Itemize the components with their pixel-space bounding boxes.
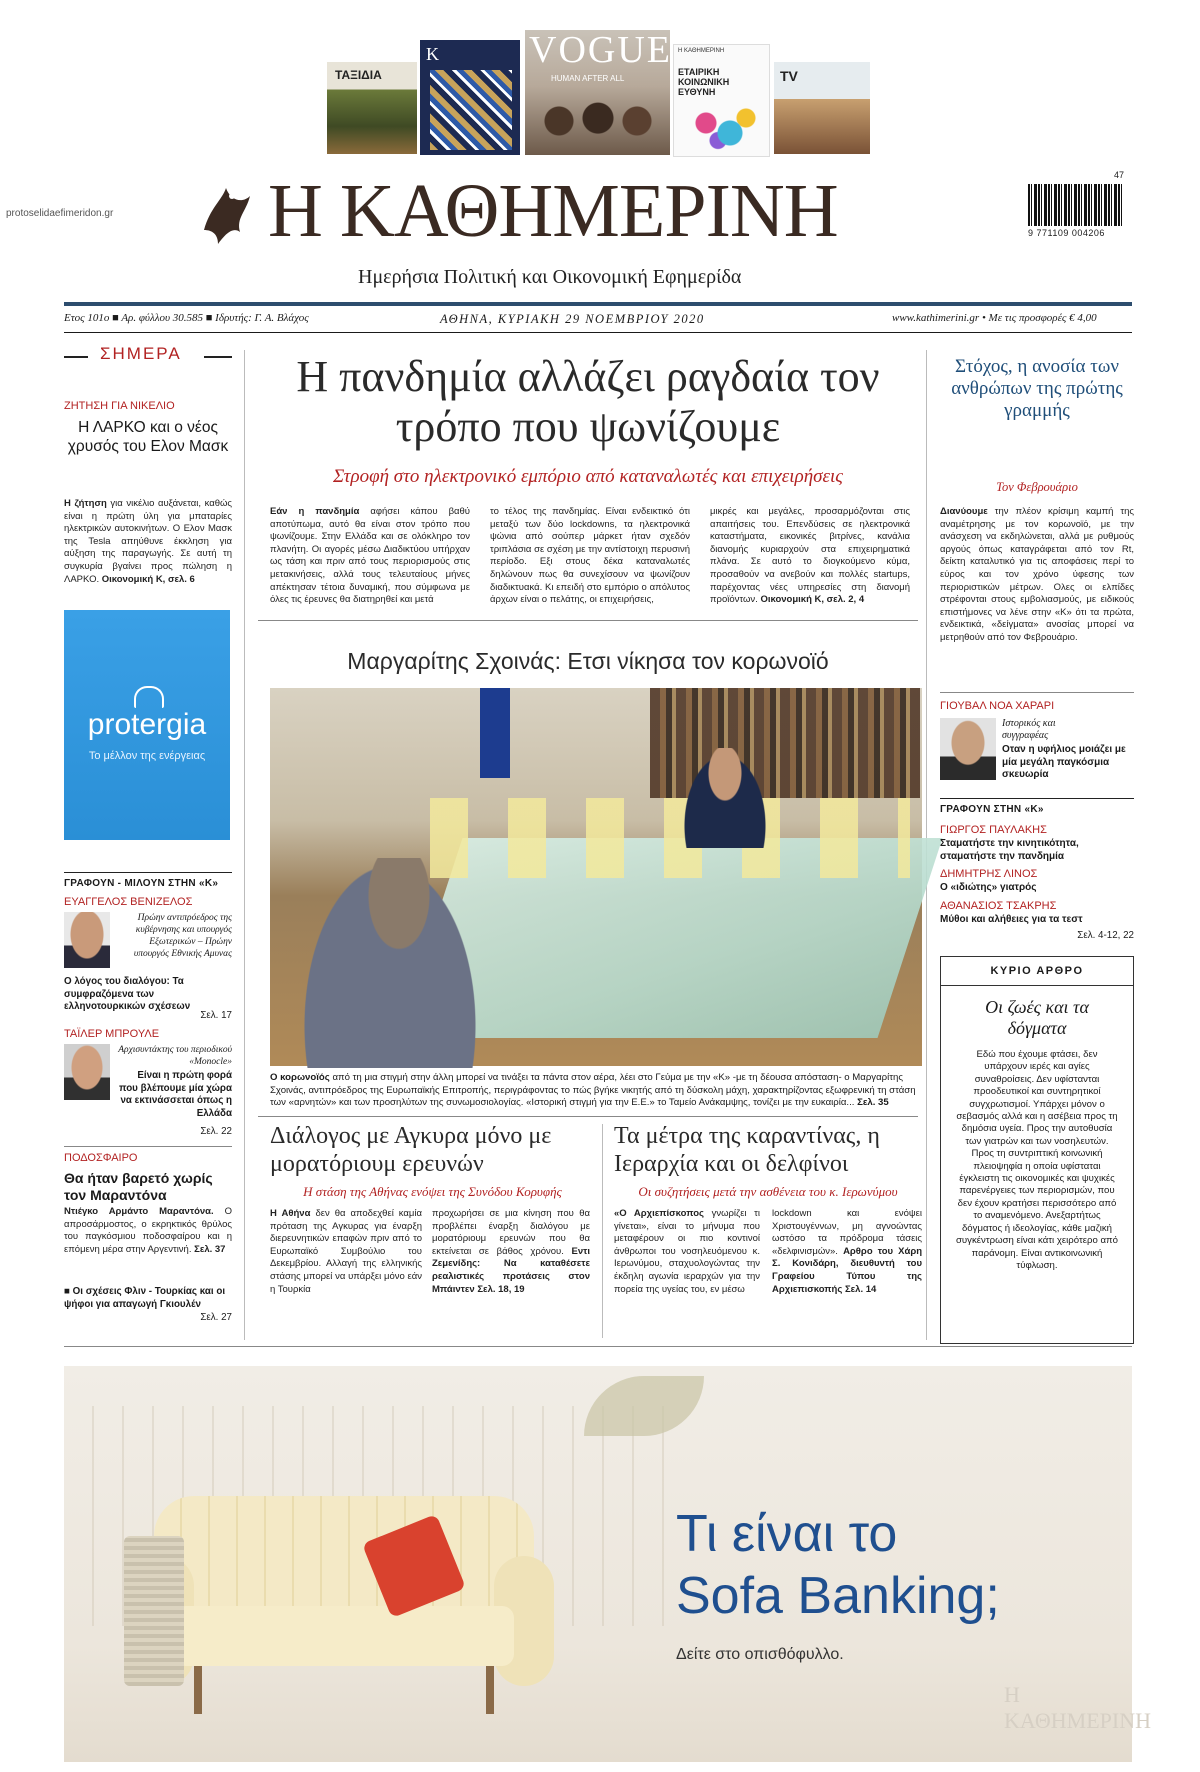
venizelos-name: ΕΥΑΓΓΕΛΟΣ ΒΕΝΙΖΕΛΟΣ bbox=[64, 896, 193, 908]
church-col-2 bbox=[772, 1208, 922, 1296]
harari-article[interactable]: Οταν η υφήλιος μοιάζει με μία μεγάλη παγκόσμια σκευωρία bbox=[1002, 744, 1126, 780]
w2-article[interactable]: Ο «ιδιώτης» γιατρός bbox=[940, 882, 1037, 893]
turkey-subhead: Η στάση της Αθήνας ενόψει της Συνόδου Κορυφής bbox=[303, 1184, 562, 1199]
dateline-top-rule bbox=[64, 302, 1132, 306]
photo-caption-page: Σελ. 35 bbox=[857, 1097, 889, 1109]
football-kicker: ΠΟΔΟΣΦΑΙΡΟ bbox=[64, 1152, 138, 1164]
sofa-banking-ad[interactable] bbox=[64, 1366, 1151, 1762]
w1-name: ΓΙΩΡΓΟΣ ΠΑΥΛΑΚΗΣ bbox=[940, 824, 1047, 836]
editorial-box bbox=[940, 956, 1134, 1344]
protergia-tagline: Το μέλλον της ενέργειας bbox=[88, 750, 206, 762]
church-subhead: Οι συζητήσεις μετά την ασθένεια του κ. Ιερωνύμου bbox=[638, 1184, 898, 1199]
writers-page: Σελ. 4-12, 22 bbox=[1077, 930, 1134, 941]
brule-photo bbox=[64, 1044, 110, 1100]
today-label: ΣΗΜΕΡΑ bbox=[100, 344, 182, 363]
turkey-church-divider bbox=[602, 1124, 603, 1338]
left-col-divider bbox=[244, 350, 245, 1340]
editorial-head: ΚΥΡΙΟ ΑΡΘΡΟ bbox=[990, 965, 1084, 977]
watermark: protoselidaefimeridon.gr bbox=[6, 208, 114, 219]
harari-photo bbox=[940, 718, 996, 780]
protergia-ad[interactable] bbox=[64, 610, 230, 840]
left-column bbox=[64, 340, 232, 1340]
protergia-brand: protergia bbox=[87, 708, 207, 741]
photo-man-back bbox=[300, 858, 480, 1068]
protergia-logo-icon bbox=[134, 686, 164, 708]
w3-article[interactable]: Μύθοι και αλήθειες για τα τεστ bbox=[940, 914, 1083, 925]
vaccine-sub: Τον Φεβρουάριο bbox=[996, 480, 1078, 494]
barcode-issue: 47 bbox=[1113, 170, 1124, 180]
promo-taxidia[interactable] bbox=[327, 62, 417, 154]
masthead-subtitle: Ημερήσια Πολιτική και Οικονομική Εφημερίδα bbox=[358, 266, 742, 288]
photo-bottom-rule bbox=[258, 1116, 918, 1117]
nickel-headline[interactable]: Η ΛΑΡΚΟ και ο νέος χρυσός του Ελον Μασκ bbox=[67, 419, 229, 455]
dateline-bottom-rule bbox=[64, 332, 1132, 333]
vaccine-text: την πλέον κρίσιμη καμπή της αναμέτρησης με τον κορωνοϊό, με την ανάσχεση να εκδηλώνεται, αλλά με ρυθμούς αργούς όπως καταγράφεται από τον Rt, δείκτη καταλυτικό για τις αποφάσεις περί το εύρος και τον χρόνο ύφεσης των περιοριστικών μέτρων. Ολες οι ελπίδες στρέφονται στους εμβολιασμούς, με ειδικούς επιστήμονες να λένε στην «Κ» ότι τα πρώτα, ενδεικτικά, «δείγματα» ανοσίας μπορεί να μετρηθούν από τον Φεβρουάριο. bbox=[940, 506, 1135, 643]
venizelos-page: Σελ. 17 bbox=[200, 1010, 232, 1021]
flin-article[interactable]: ■ Οι σχέσεις Φλιν - Τουρκίας και οι ψήφοι για απαγωγή Γκιουλέν bbox=[64, 1286, 226, 1310]
brule-page: Σελ. 22 bbox=[200, 1126, 232, 1137]
masthead-title: Η ΚΑΘΗΜΕΡΙΝΗ bbox=[268, 169, 838, 253]
turkey-col-1-lead: Η Αθήνα bbox=[270, 1208, 311, 1219]
photo-headline[interactable]: Μαργαρίτης Σχοινάς: Ετσι νίκησα τον κορωνοϊό bbox=[347, 648, 829, 674]
dateline-right: www.kathimerini.gr • Με τις προσφορές € 4,00 bbox=[892, 312, 1097, 324]
football-page: Σελ. 37 bbox=[194, 1243, 226, 1255]
turkey-headline[interactable]: Διάλογος με Αγκυρα μόνο με μορατόριουμ ερευνών bbox=[270, 1123, 552, 1177]
main-col-2: το τέλος της πανδημίας. Είναι ενδεικτικό ότι μεταξύ των δύο lockdowns, τα ηλεκτρονικά ψώνια από σούπερ μάρκετ ήταν σχεδόν τριπλάσια σε σχέση με την αντίστοιχη περυσινή περίοδο. Εξι στους δέκα καταναλωτές δηλώνουν πως θα συνεχίσουν να ψωνίζουν διαδικτυακά. Κι επειδή στο εμπόριο ο απόλυτος άρχων είναι ο πελάτης, οι επιχειρήσεις, bbox=[490, 506, 690, 606]
w3-name: ΑΘΑΝΑΣΙΟΣ ΤΣΑΚΡΗΣ bbox=[940, 900, 1057, 912]
nickel-ref: Οικονομική Κ, σελ. 6 bbox=[101, 573, 195, 585]
turkey-col-2 bbox=[432, 1208, 590, 1296]
turkey-col-2-ref-title[interactable]: Εντι Ζεμενίδης: Να καταθέσετε ρεαλιστικές προτάσεις στον Μπάιντεν bbox=[432, 1245, 591, 1295]
right-column bbox=[940, 350, 1134, 1340]
editorial-title[interactable]: Οι ζωές και τα δόγματα bbox=[985, 997, 1089, 1038]
schinas-photo[interactable] bbox=[270, 688, 922, 1066]
promo-k-letter: K bbox=[426, 44, 439, 64]
main-subhead: Στροφή στο ηλεκτρονικό εμπόριο από καταναλωτές και επιχειρήσεις bbox=[333, 466, 843, 487]
main-col-1 bbox=[270, 506, 470, 607]
venizelos-role: Πρώην αντιπρόεδρος της κυβέρνησης και υπουργός Εξωτερικών – Πρώην υπουργός Εθνικής Αμυνας bbox=[133, 913, 232, 959]
masthead-logo-icon bbox=[196, 178, 258, 250]
brule-role: Αρχισυντάκτης του περιοδικού «Monocle» bbox=[118, 1045, 232, 1067]
football-body bbox=[64, 1206, 232, 1256]
brule-name: ΤΑΪΛΕΡ ΜΠΡΟΥΛΕ bbox=[64, 1028, 160, 1040]
photo-caption-lead: Ο κορωνοϊός bbox=[270, 1072, 330, 1083]
main-col-3-ref: Οικονομική Κ, σελ. 2, 4 bbox=[760, 594, 865, 606]
barcode-number: 9 771109 004206 bbox=[1028, 228, 1105, 238]
turkey-col-2-ref-page: Σελ. 18, 19 bbox=[477, 1283, 525, 1295]
promo-tv-label: TV bbox=[780, 68, 798, 84]
dateline-left: Ετος 101ο ■ Αρ. φύλλου 30.585 ■ Ιδρυτής: Γ. Α. Βλάχος bbox=[64, 312, 309, 324]
promo-k-magazine[interactable] bbox=[420, 40, 520, 155]
football-headline[interactable]: Θα ήταν βαρετό χωρίς τον Μαραντόνα bbox=[64, 1170, 213, 1203]
church-headline[interactable]: Τα μέτρα της καραντίνας, η Ιεραρχία και οι δελφίνοι bbox=[614, 1123, 880, 1177]
nickel-text: για νικέλιο αυξάνεται, καθώς είναι η πρώτη ύλη για μπαταρίες ηλεκτρικών αυτοκινήτων. Ο Ελον Μασκ της Tesla απηύθυνε έκκληση για αύξηση της παραγωγής. Σε αυτή τη συγκυρία βγαίνει προς πώληση η ΛΑΡΚΟ. bbox=[64, 498, 233, 585]
church-col-2-page: Σελ. 14 bbox=[844, 1283, 877, 1295]
turkey-col-1-text: δεν θα αποδεχθεί καμία πρόταση της Αγκυρας για έναρξη διερευνητικών επαφών πριν από το Ευρωπαϊκό Συμβούλιο του Δεκεμβρίου. Αλλαγή της ελληνικής στάσης μπορεί να υπάρξει μόνο εάν η Τουρκία bbox=[270, 1208, 423, 1295]
brule-article[interactable]: Είναι η πρώτη φορά που βλέπουμε μία χώρα να εκτινάσσεται όπως η Ελλάδα bbox=[118, 1070, 232, 1119]
promo-vogue-sub: HUMAN AFTER ALL bbox=[551, 74, 625, 83]
main-col-3 bbox=[710, 506, 910, 607]
promo-etairiki-title: ΕΤΑΙΡΙΚΗ ΚΟΙΝΩΝΙΚΗ ΕΥΘΥΝΗ bbox=[678, 67, 730, 97]
bottom-ad-top-rule bbox=[64, 1346, 1132, 1347]
promo-tv[interactable] bbox=[774, 62, 870, 154]
promo-k-pattern bbox=[430, 70, 512, 150]
football-lead: Ντιέγκο Αρμάντο Μαραντόνα. bbox=[64, 1206, 214, 1217]
photo-caption-text: από τη μια στιγμή στην άλλη μπορεί να τινάξει τα πάντα στον αέρα, λέει στο Γεύμα με την «Κ» -με τη δέουσα απόσταση- ο Μαργαρίτης Σχοινάς, αντιπρόεδρος της Ευρωπαϊκής Επιτροπής, περιγράφοντας το πώς βγήκε νικητής από τη δύσκολη μάχη, χαρακτηρίζοντας εξωφρενική τη στάση των «αρνητών» και των προσηλύτων της συνωμοσιολογίας. «Ιστορική στιγμή για την Ε.Ε.» το Ταμείο Ανάκαμψης, τονίζει με την ευκαιρία... bbox=[270, 1072, 916, 1109]
sofa-blanket-icon bbox=[124, 1536, 184, 1686]
vaccine-lead: Διανύουμε bbox=[940, 506, 988, 517]
venizelos-photo bbox=[64, 912, 110, 968]
photo-eu-flag bbox=[480, 688, 510, 778]
harari-name: ΓΙΟΥΒΑΛ ΝΟΑ ΧΑΡΑΡΙ bbox=[940, 700, 1055, 712]
w1-article[interactable]: Σταματήστε την κινητικότητα, σταματήστε την πανδημία bbox=[940, 838, 1079, 862]
harari-role: Ιστορικός και συγγραφέας bbox=[1002, 718, 1056, 741]
w2-name: ΔΗΜΗΤΡΗΣ ΛΙΝΟΣ bbox=[940, 868, 1038, 880]
barcode-bars bbox=[1028, 184, 1124, 226]
sofa-icon bbox=[134, 1496, 554, 1716]
ad-faint-masthead: Η ΚΑΘΗΜΕΡΙΝΗ bbox=[1004, 1682, 1151, 1733]
turkey-col-1 bbox=[270, 1208, 422, 1296]
church-col-2-text: lockdown και ενόψει Χριστουγέννων, μη αγνοώντας ωστόσο τα πρόδρομα τάσεις «δελφινισμών». bbox=[772, 1208, 922, 1257]
vaccine-body bbox=[940, 506, 1134, 645]
photo-caption bbox=[270, 1072, 920, 1110]
promo-vogue[interactable] bbox=[525, 30, 670, 155]
main-col-3-text: μικρές και μεγάλες, προσαρμόζονται στις απαιτήσεις του. Επενδύσεις σε ηλεκτρονικά καταστήματα, εικονικές βιτρίνες, κανάλια διανομής κυριαρχούν στα επιχειρηματικά πλάνα. Σε αυτό το διογκούμενο κύμα, προσαθούν να ανεβούν και πολλές startups, παρέχοντας νέες υπηρεσίες στη διανομή προϊόντων. bbox=[710, 506, 910, 606]
promo-etairiki[interactable] bbox=[673, 44, 770, 157]
dateline-center: ΑΘΗΝΑ, ΚΥΡΙΑΚΗ 29 ΝΟΕΜΒΡΙΟΥ 2020 bbox=[440, 312, 705, 326]
promo-etairiki-art bbox=[682, 103, 762, 153]
main-col-1-lead: Εάν η πανδημία bbox=[270, 506, 360, 517]
left-writers-head: ΓΡΑΦΟΥΝ - ΜΙΛΟΥΝ ΣΤΗΝ «Κ» bbox=[64, 878, 219, 889]
promo-kathimerini-small: Η ΚΑΘΗΜΕΡΙΝΗ bbox=[678, 48, 725, 54]
ad-plant-icon bbox=[584, 1376, 704, 1436]
promo-vogue-title: VOGUE bbox=[529, 29, 672, 71]
right-writers-head: ΓΡΑΦΟΥΝ ΣΤΗΝ «Κ» bbox=[940, 804, 1044, 815]
nickel-lead: Η ζήτηση bbox=[64, 498, 107, 509]
promo-vogue-faces bbox=[533, 92, 663, 150]
church-col-2-ref[interactable]: Αρθρο του Χάρη Σ. Κονιδάρη, διευθυντή του Γραφείου Τύπου της Αρχιεπισκοπής bbox=[772, 1245, 922, 1295]
barcode bbox=[1028, 170, 1124, 240]
photo-man-schinas bbox=[680, 748, 770, 848]
ad-title-line1: Τι είναι το bbox=[676, 1505, 898, 1563]
football-text: Ο απροσάρμοστος, ο εκρηκτικός θρύλος του παγκόσμιου ποδοσφαίρου και η επόμενη μέρα στην Αργεντινή. bbox=[64, 1206, 232, 1255]
editorial-body: Εδώ που έχουμε φτάσει, δεν υπάρχουν ιερές και αγίες συναθροίσεις. Δεν υφίστανται προοδευτικοί και συντηρητικοί συγχρωτισμοί. Υπάρχει μόνον ο σεβασμός αλλά και η ασέβεια προς τη δημόσια υγεία. Προς την αυτοθυσία των γιατρών και των νοσηλευτών. Προς τη συντριπτική κοινωνική πλειοψηφία η οποία υφίσταται έγκλειστη τις οικονομικές και ψυχικές παρενέργειες των περιορισμών, που δεν έχουν κρατήσει περισσότερο από το αναμενόμενο. Ανεξαρτήτως δόγματος ή ιδεολογίας, κάθε μαζική συγκέντρωση είναι κάτι χειρότερο από παράνομη. Είναι αντικοινωνική τύφλωση. bbox=[956, 1049, 1118, 1271]
vaccine-headline[interactable]: Στόχος, η ανοσία των ανθρώπων της πρώτης γραμμής bbox=[951, 356, 1123, 421]
turkey-col-2-text: προχωρήσει σε μια κίνηση που θα προβλέπει έναρξη διαλόγου με μορατόριουμ ερευνών που θα εκτείνεται σε βάθος χρόνου. bbox=[432, 1208, 590, 1257]
flin-page: Σελ. 27 bbox=[200, 1312, 232, 1323]
church-col-1 bbox=[614, 1208, 760, 1296]
church-col-1-lead: «Ο Αρχιεπίσκοπος bbox=[614, 1208, 704, 1219]
main-headline[interactable]: Η πανδημία αλλάζει ραγδαία τον τρόπο που ψωνίζουμε bbox=[296, 352, 880, 451]
ad-subtitle: Δείτε στο οπισθόφυλλο. bbox=[676, 1646, 844, 1663]
ad-title-line2: Sofa Banking; bbox=[676, 1567, 1000, 1625]
promo-taxidia-label: ΤΑΞΙΔΙΑ bbox=[335, 68, 382, 82]
church-col-1-text: γνωρίζει τι γίνεται», είναι το μήνυμα που μεταφέρουν οι πιο κοντινοί άνθρωποι του νοσηλευόμενου κ. Ιερωνύμου, σταχυολογώντας την έκδηλη αγωνία ιεραρχών για την πορεία της υγείας του, εν μέσω bbox=[614, 1208, 761, 1295]
main-divider bbox=[258, 620, 918, 621]
nickel-body bbox=[64, 498, 232, 586]
main-col-1-text: αφήσει κάπου βαθύ αποτύπωμα, αυτό θα είναι στον τρόπο που ψωνίζουμε. Στην Ελλάδα και σε ολόκληρο τον πλανήτη. Οι αγορές μέσω Διαδικτύου υπήρχαν ως τάση και πριν από τους περιορισμούς στις μετακινήσεις, αλλά τους τελευταίους μήνες απέκτησαν τέτοια δυναμική, που σύμφωνα με όλες τις έρευνες θα διατηρηθεί και μετά bbox=[270, 506, 471, 606]
venizelos-article[interactable]: Ο λόγος του διαλόγου: Τα συμφραζόμενα των ελληνοτουρκικών σχέσεων bbox=[64, 976, 191, 1012]
nickel-kicker: ΖΗΤΗΣΗ ΓΙΑ ΝΙΚΕΛΙΟ bbox=[64, 400, 175, 412]
